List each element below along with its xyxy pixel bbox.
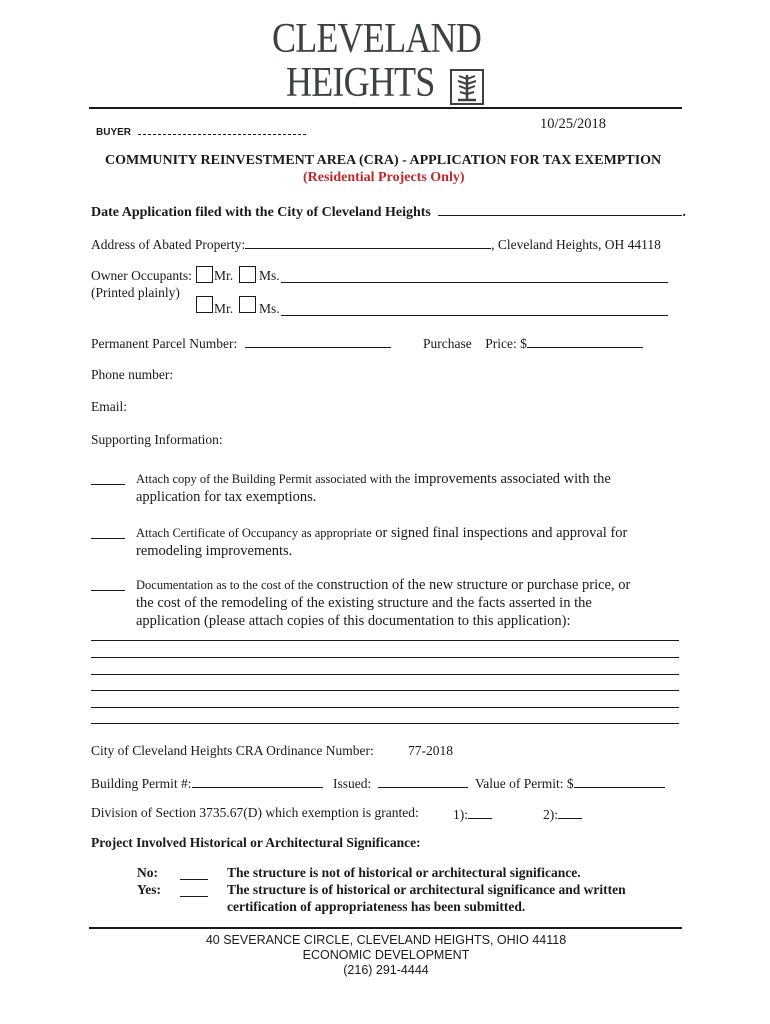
item1-check-blank[interactable]: [91, 484, 125, 485]
buyer-field: [96, 126, 306, 138]
address-label: Address of Abated Property:: [91, 237, 246, 252]
division-2-blank[interactable]: [558, 805, 582, 819]
owner2-ms-label: Ms.: [259, 301, 280, 316]
purchase-label: Purchase: [423, 336, 472, 351]
owner-label: Owner Occupants:: [91, 268, 192, 283]
item1-part1: Attach copy of the Building Permit associated with the: [136, 472, 411, 486]
division-2: [543, 805, 582, 823]
owner2-name-blank[interactable]: [281, 315, 668, 316]
item3-part1: Documentation as to the cost of the: [136, 578, 314, 592]
owner1-mr-label: Mr.: [214, 268, 234, 283]
owner1-mr-checkbox[interactable]: [196, 266, 213, 283]
issued-row: [333, 774, 468, 792]
division-1-blank[interactable]: [468, 805, 492, 819]
footer-phone: (216) 291-4444: [343, 963, 429, 977]
permit-row: [91, 774, 323, 792]
header-rule: [89, 107, 682, 109]
writein-line[interactable]: [91, 640, 679, 641]
owner1-ms-label: Ms.: [259, 268, 280, 283]
footer-rule: [89, 927, 682, 929]
item3-check-blank[interactable]: [91, 590, 125, 591]
item2-part1: Attach Certificate of Occupancy as appropriate: [136, 526, 372, 540]
issued-label: Issued:: [333, 776, 372, 791]
division-1: [453, 805, 492, 823]
address-row: [91, 235, 661, 253]
item1-line2: application for tax exemptions.: [136, 489, 317, 505]
owner2-ms-checkbox[interactable]: [239, 296, 256, 313]
yes-text-line1: The structure is of historical or architectural significance and written: [227, 882, 626, 897]
logo-line-1: CLEVELAND: [272, 16, 481, 62]
yes-label: Yes:: [137, 882, 161, 897]
footer-department: ECONOMIC DEVELOPMENT: [302, 948, 470, 962]
item2-check-blank[interactable]: [91, 538, 125, 539]
price-label: Price: $: [485, 336, 527, 351]
writein-line[interactable]: [91, 674, 679, 675]
issued-blank[interactable]: [378, 774, 468, 788]
buyer-blank[interactable]: [138, 126, 306, 135]
document-date: 10/25/2018: [540, 116, 607, 132]
parcel-row: [91, 334, 391, 352]
yes-text-line2: certification of appropriateness has been submitted.: [227, 899, 526, 914]
parcel-label: Permanent Parcel Number:: [91, 336, 238, 351]
tree-emblem-icon: [450, 69, 484, 105]
item2-line2: remodeling improvements.: [136, 543, 293, 559]
ordinance-label: City of Cleveland Heights CRA Ordinance Number:: [91, 743, 374, 758]
item2-text: [136, 524, 676, 560]
form-subtitle: (Residential Projects Only): [303, 170, 465, 185]
writein-line[interactable]: [91, 690, 679, 691]
address-suffix: , Cleveland Heights, OH 44118: [491, 237, 661, 252]
value-label: Value of Permit: $: [475, 776, 574, 791]
item3-line3: application (please attach copies of this documentation to this application):: [136, 613, 571, 629]
division-label: Division of Section 3735.67(D) which exemption is granted:: [91, 805, 419, 820]
yes-blank[interactable]: [180, 896, 208, 897]
address-blank[interactable]: [245, 235, 491, 249]
writein-line[interactable]: [91, 707, 679, 708]
date-filed-blank[interactable]: [438, 202, 682, 216]
owner1-name-blank[interactable]: [281, 282, 668, 283]
value-row: [475, 774, 665, 792]
owner2-mr-label: Mr.: [214, 301, 234, 316]
owner2-mr-checkbox[interactable]: [196, 296, 213, 313]
date-filed-label: Date Application filed with the City of Cleveland Heights: [91, 205, 431, 220]
item1-part2: improvements associated with the: [410, 471, 611, 487]
phone-label: Phone number:: [91, 367, 174, 382]
item3-text: [136, 576, 676, 630]
permit-blank[interactable]: [192, 774, 323, 788]
item3-line2: the cost of the remodeling of the existing structure and the facts asserted in the: [136, 595, 592, 611]
buyer-label: BUYER: [96, 127, 132, 138]
item1-text: [136, 470, 676, 506]
cleveland-heights-logo: [272, 18, 494, 104]
form-title: COMMUNITY REINVESTMENT AREA (CRA) - APPLICATION FOR TAX EXEMPTION: [105, 153, 662, 168]
email-label: Email:: [91, 399, 127, 414]
owner1-ms-checkbox[interactable]: [239, 266, 256, 283]
value-blank[interactable]: [574, 774, 665, 788]
permit-label: Building Permit #:: [91, 776, 192, 791]
item3-part2: construction of the new structure or purchase price, or: [313, 577, 631, 593]
historical-label: Project Involved Historical or Architectural Significance:: [91, 835, 421, 850]
division-2-label: 2):: [543, 807, 558, 822]
date-filed-row: Date Application filed with the City of Cleveland Heights .: [91, 202, 686, 221]
division-1-label: 1):: [453, 807, 468, 822]
footer-address: 40 SEVERANCE CIRCLE, CLEVELAND HEIGHTS, OHIO 44118: [205, 933, 567, 947]
item2-part2: or signed final inspections and approval for: [371, 525, 628, 541]
no-blank[interactable]: [180, 879, 208, 880]
logo-line-2: HEIGHTS: [286, 60, 435, 106]
price-blank[interactable]: [527, 334, 643, 348]
ordinance-value: 77-2018: [408, 743, 453, 758]
supporting-label: Supporting Information:: [91, 432, 223, 447]
owner-note: (Printed plainly): [91, 285, 180, 300]
parcel-blank[interactable]: [245, 334, 391, 348]
purchase-price-row: [423, 334, 643, 352]
no-label: No:: [137, 865, 158, 880]
writein-line[interactable]: [91, 657, 679, 658]
writein-line[interactable]: [91, 723, 679, 724]
no-text: The structure is not of historical or architectural significance.: [227, 865, 581, 880]
